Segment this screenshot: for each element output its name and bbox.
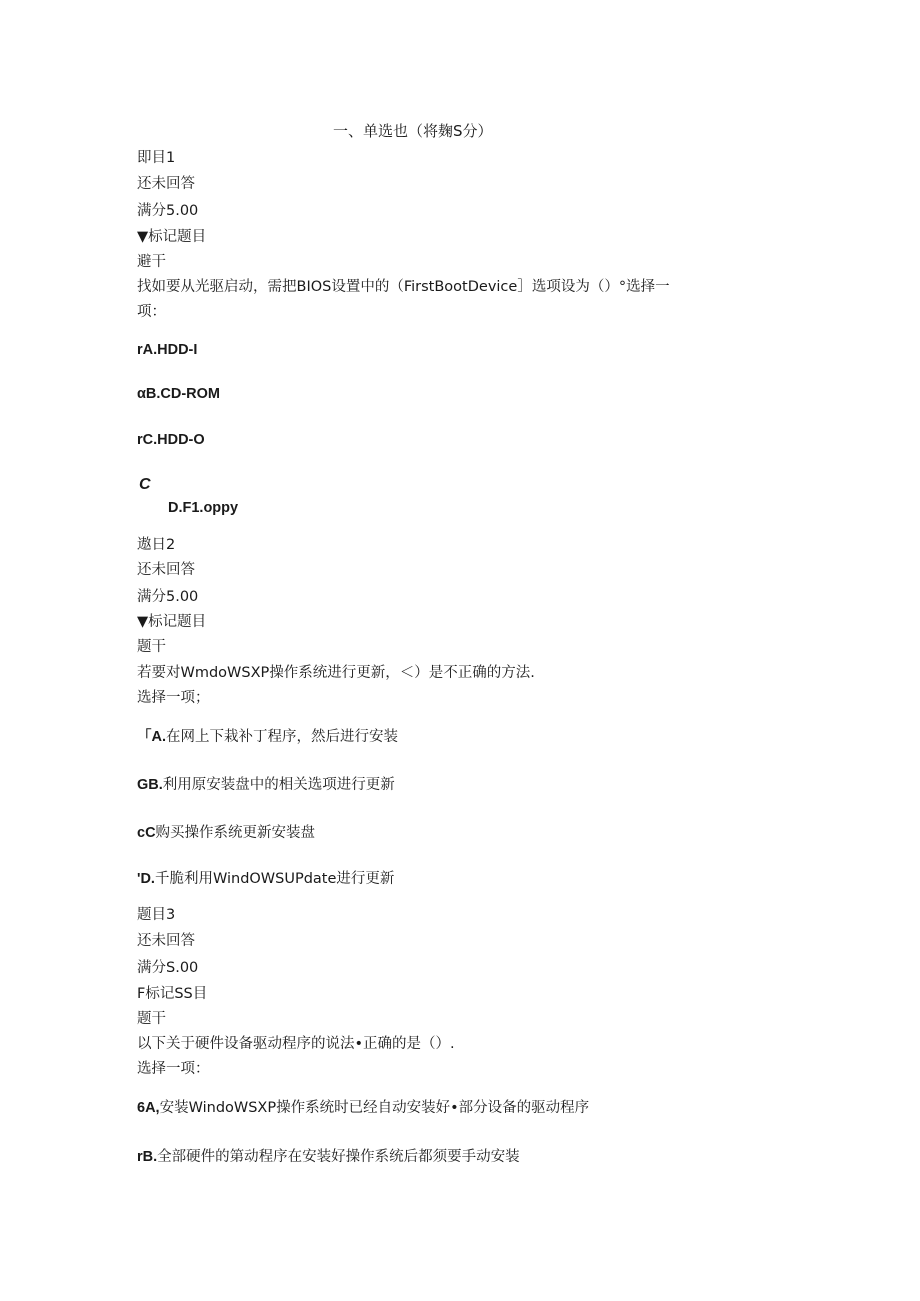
option-prefix: cC bbox=[137, 825, 156, 841]
question-stem: 以下关于硬件设备驱动程序的说法•正确的是（）. bbox=[137, 1036, 455, 1052]
question-status: 还未回答 bbox=[137, 176, 195, 192]
option-b[interactable] bbox=[137, 1147, 520, 1167]
section-title: 一、单选也（将麹S分） bbox=[333, 122, 493, 140]
option-c[interactable]: rC.HDD-O bbox=[137, 432, 205, 448]
flag-question-link[interactable]: ▼标记题目 bbox=[137, 229, 207, 245]
question-stem: 若要对WmdoWSXP操作系统进行更新，＜）是不正确的方法. bbox=[137, 665, 535, 681]
stem-label: 题干 bbox=[137, 1011, 166, 1027]
option-b[interactable]: αB.CD-ROM bbox=[137, 386, 221, 402]
option-prefix: rB. bbox=[137, 1149, 158, 1165]
option-text: 千脆利用WindOWSUPdate进行更新 bbox=[154, 871, 395, 887]
question-stem-cont: 选择一项： bbox=[137, 1061, 210, 1077]
option-prefix: GB. bbox=[137, 777, 163, 793]
option-b[interactable] bbox=[137, 775, 395, 795]
question-stem-cont: 项： bbox=[137, 304, 166, 320]
question-number: 遨日2 bbox=[137, 537, 176, 553]
option-text: 全部硬件的第动程序在安装好操作系统后都须要手动安装 bbox=[157, 1149, 520, 1165]
flag-question-link[interactable]: F标记SS目 bbox=[137, 986, 208, 1002]
option-a[interactable]: rA.HDD-I bbox=[137, 342, 198, 358]
flag-question-link[interactable]: ▼标记题目 bbox=[137, 614, 207, 630]
option-a[interactable] bbox=[137, 727, 398, 747]
option-prefix: 6A, bbox=[137, 1100, 160, 1116]
option-text: 利用原安装盘中的相关选项进行更新 bbox=[162, 777, 395, 793]
stem-label: 题干 bbox=[137, 639, 166, 655]
question-score: 满分5.00 bbox=[137, 589, 199, 605]
question-number: 即目1 bbox=[137, 150, 176, 166]
option-text: 在网上下栽补丁程序，然后进行安装 bbox=[166, 729, 398, 745]
question-status: 还未回答 bbox=[137, 562, 195, 578]
option-a[interactable] bbox=[137, 1098, 589, 1118]
option-prefix: 「A. bbox=[137, 729, 166, 745]
question-number: 题目3 bbox=[137, 907, 176, 923]
radio-marker[interactable]: C bbox=[139, 476, 151, 493]
option-c[interactable] bbox=[137, 823, 315, 843]
option-prefix: 'D. bbox=[137, 871, 155, 887]
question-score: 满分5.00 bbox=[137, 203, 199, 219]
option-text: 安装WindoWSXP操作系统时已经自动安装好•部分设备的驱动程序 bbox=[159, 1100, 590, 1116]
question-status: 还未回答 bbox=[137, 933, 195, 949]
question-stem-cont: 选择一项； bbox=[137, 690, 210, 706]
question-stem: 找如要从光驱启动，需把BIOS设置中的（FirstBootDevice］选项设为（）°选择一 bbox=[137, 279, 670, 295]
option-d[interactable]: D.F1.oppy bbox=[168, 500, 239, 516]
question-score: 满分S.00 bbox=[137, 960, 199, 976]
option-text: 购买操作系统更新安装盘 bbox=[155, 825, 316, 841]
stem-label: 避干 bbox=[137, 254, 166, 270]
option-d[interactable] bbox=[137, 869, 394, 889]
